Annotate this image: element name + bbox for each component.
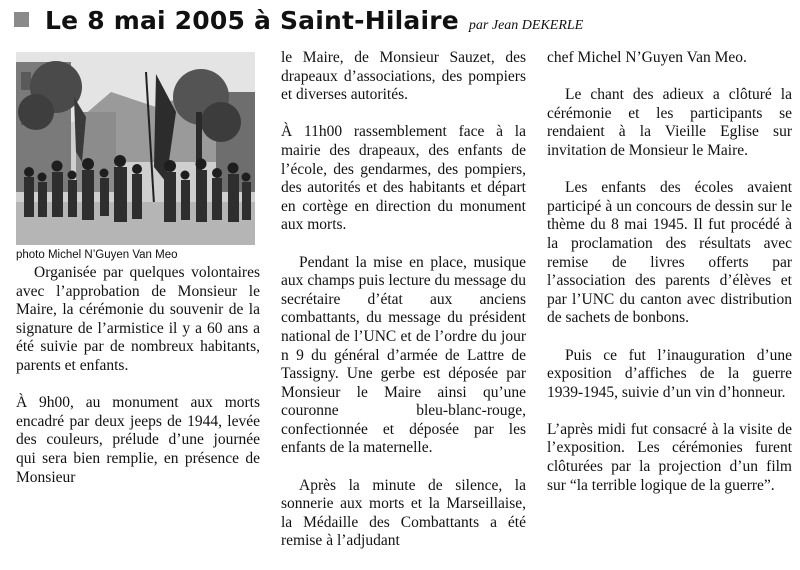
- paragraph: Organisée par quelques volontaires avec l’approbation de Monsieur le Maire, la cérémonie du souvenir de la signature de l’armistice il y a 60 ans a été suivie par de nombreux habitants, parents et enfants.: [16, 264, 260, 374]
- ceremony-photo: [16, 52, 255, 245]
- ceremony-photo-illustration: [16, 52, 255, 245]
- paragraph: À 11h00 rassemblement face à la mairie des drapeaux, des enfants de l’école, des gendarmes, des pompiers, des autorités et des habitants et départ en cortège en direction du monument aux morts.: [281, 123, 526, 234]
- paragraph: chef Michel N’Guyen Van Meo.: [547, 49, 747, 66]
- photo-caption: photo Michel N’Guyen Van Meo: [16, 249, 178, 261]
- article-column-2: [281, 49, 526, 570]
- paragraph: Puis ce fut l’inauguration d’une exposition d’affiches de la guerre 1939-1945, suivie d’un vin d’honneur.: [547, 346, 792, 401]
- paragraph: L’après midi fut consacré à la visite de l’exposition. Les cérémonies furent clôturées par la projection d’un film sur “la terrible logique de la guerre”.: [547, 420, 792, 494]
- paragraph: Les enfants des écoles avaient participé à un concours de dessin sur le thème du 8 mai 1945. Il fut procédé à la proclamation des résultats avec remise de livres offerts par l’association des parents d’élèves et par l’UNC du canton avec distribution de sachets de bonbons.: [547, 179, 792, 327]
- paragraph: À 9h00, au monument aux morts encadré par deux jeeps de 1944, levée des couleurs, prélude d’une journée qui sera bien remplie, en présence de Monsieur: [16, 394, 260, 486]
- title-bullet-square: [14, 12, 29, 27]
- article-column-3: [547, 49, 792, 514]
- paragraph: Pendant la mise en place, musique aux champs puis lecture du message du secrétaire d’état aux anciens combattants, du message du président national de l’UNC et de l’ordre du jour n 9 du général d’armée de Lattre de Tassigny. Une gerbe est déposée par Monsieur le Maire ainsi qu’une couronne bleu-blanc-rouge, confectionnée et déposée par les enfants de la maternelle.: [281, 253, 526, 457]
- article-title: Le 8 mai 2005 à Saint-Hilaire: [45, 6, 459, 35]
- paragraph: Le chant des adieux a clôturé la cérémonie et les participants se rendaient à la Vieille Eglise sur invitation de Monsieur le Maire.: [547, 86, 792, 159]
- article-header: [14, 6, 583, 38]
- paragraph: le Maire, de Monsieur Sauzet, des drapeaux d’associations, des pompiers et diverses autorités.: [281, 49, 526, 104]
- article-column-1: [16, 264, 260, 506]
- paragraph: Après la minute de silence, la sonnerie aux morts et la Marseillaise, la Médaille des Combattants a été remise à l’adjudant: [281, 476, 526, 550]
- article-author: par Jean DEKERLE: [468, 18, 584, 33]
